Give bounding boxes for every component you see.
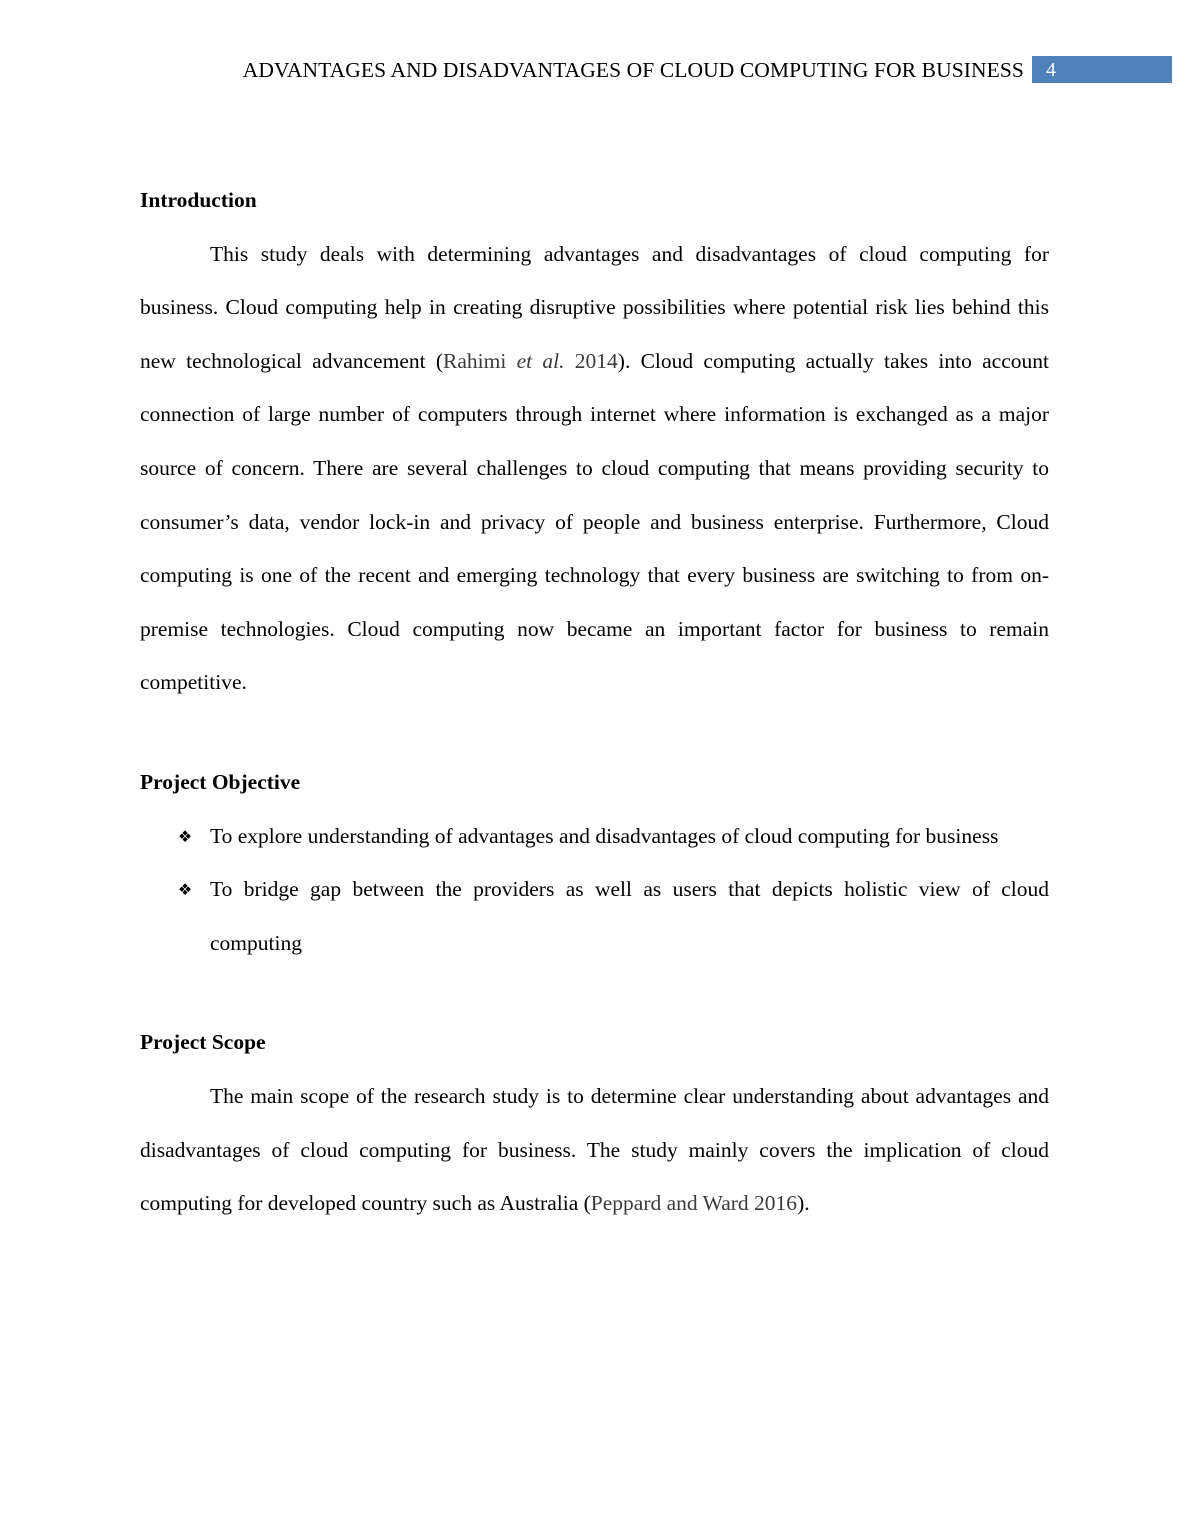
citation-peppard-ward: Peppard and Ward 2016 [590,1191,798,1216]
citation-year: 2014 [564,348,618,373]
diamond-bullet-icon: ❖ [177,826,193,846]
running-head-title: ADVANTAGES AND DISADVANTAGES OF CLOUD COMPUTING FOR BUSINESS [242,58,1024,82]
section-spacer [140,970,1049,1016]
list-item [140,863,1049,970]
scope-text-part-1: The main scope of the research study is to determine clear understanding about advantages and disadvantages of cloud computing for business. The study mainly covers the implication of cloud computing for developed country such as Australia ( [140,1083,1049,1216]
list-item [140,810,1049,864]
project-scope-heading: Project Scope [140,1030,266,1055]
diamond-bullet-icon: ❖ [177,880,193,900]
page-header [0,56,1172,83]
objectives-list [140,810,1049,971]
citation-et-al: et al. [516,348,565,373]
page-number: 4 [1046,59,1056,81]
page-number-box [1032,56,1172,83]
objective-text: To explore understanding of advantages and disadvantages of cloud computing for business [210,823,999,848]
citation-author: Rahimi [443,348,517,373]
scope-text-part-2: ). [797,1191,810,1216]
introduction-paragraph [140,228,1049,710]
citation-rahimi [443,349,618,373]
introduction-heading: Introduction [140,188,257,212]
intro-text-part-2: ). Cloud computing actually takes into account connection of large number of computers through internet where information is exchanged as a major source of concern. There are several challenges to cloud computing that means providing security to consumer’s data, vendor lock-in and privacy of people and business enterprise. Furthermore, Cloud computing is one of the recent and emerging technology that every business are switching to from on-premise technologies. Cloud computing now became an important factor for business to remain competitive. [140,348,1049,695]
objective-text: To bridge gap between the providers as well as users that depicts holistic view of cloud computing [210,877,1049,955]
intro-text-part-1: This study deals with determining advantages and disadvantages of cloud computing for business. Cloud computing help in creating disruptive possibilities where potential risk lies behind this new technological advancement ( [140,241,1049,373]
project-objective-heading: Project Objective [140,769,301,794]
scope-paragraph [140,1070,1049,1231]
section-spacer [140,710,1049,756]
document-body [140,174,1049,1231]
